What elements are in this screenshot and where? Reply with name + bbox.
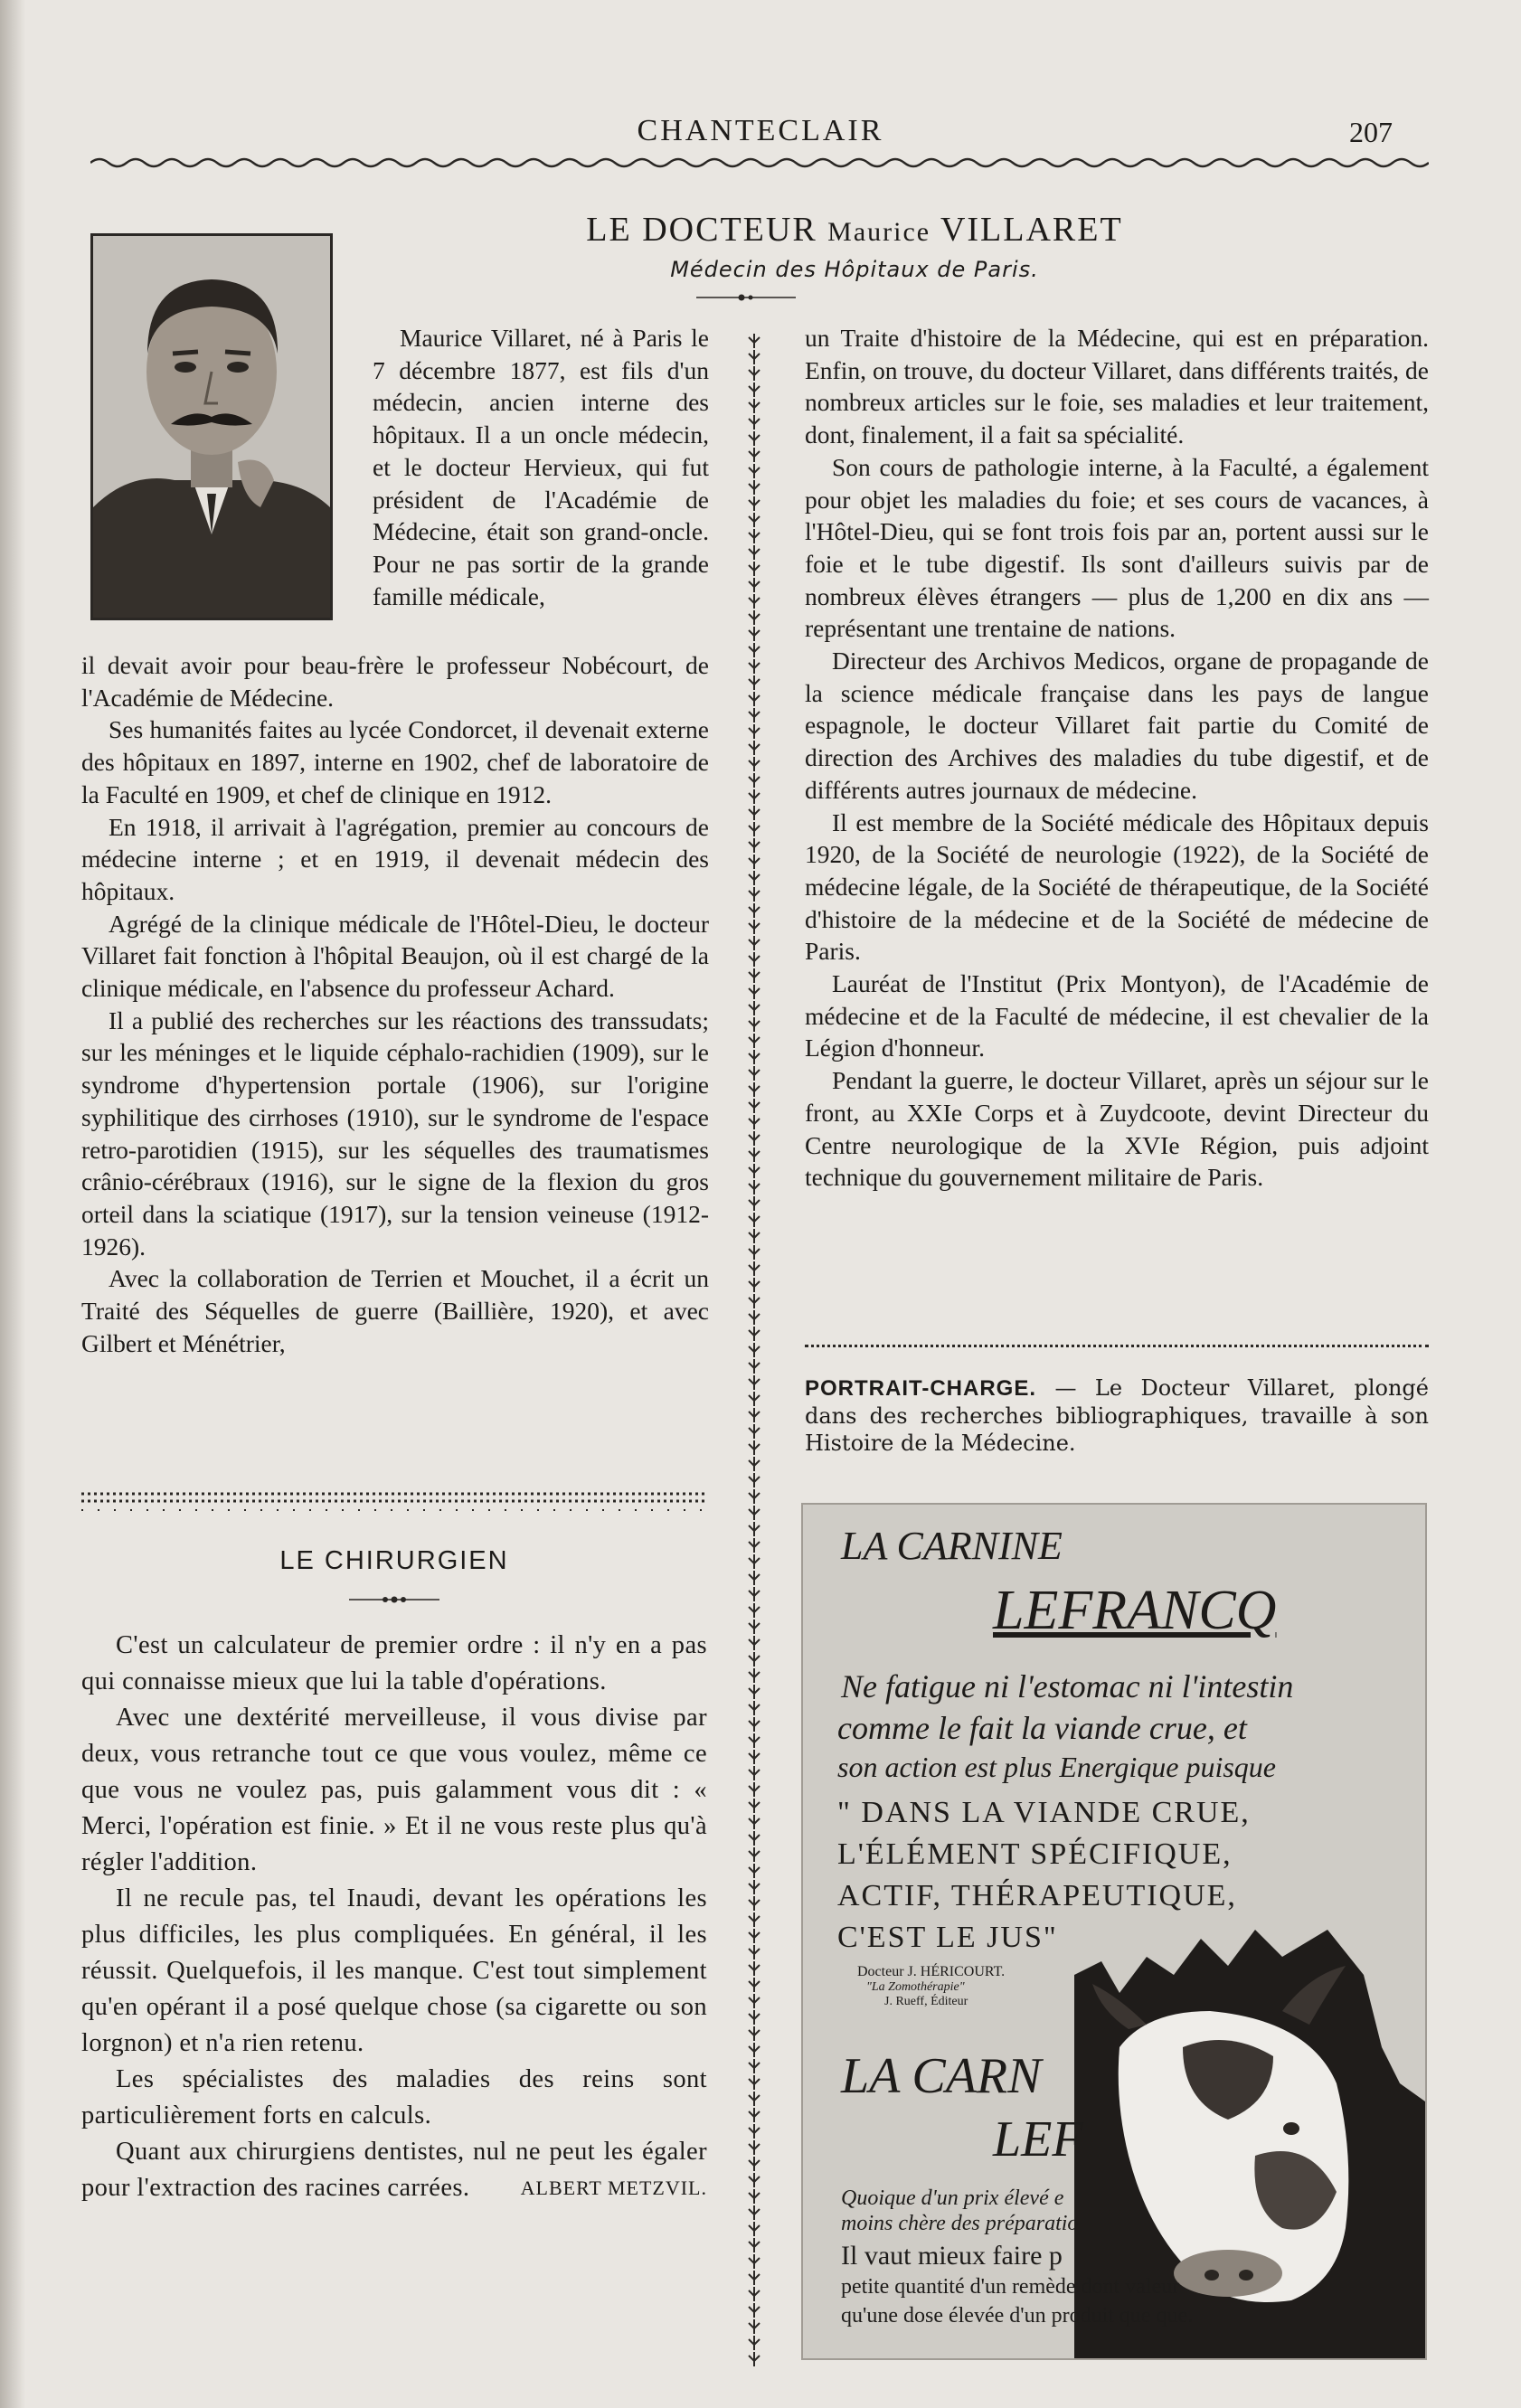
ad-brand-line-2 (993, 1579, 1276, 1643)
article-left-column (81, 649, 709, 1359)
title-last-name: VILLARET (940, 211, 1123, 249)
chirurgien-ornament (349, 1593, 439, 1606)
right-paragraph-3: Directeur des Archivos Medicos, organe de propagande de la science médicale française dans les pays de langue espagnole, le docteur Villaret fait partie du Comité de direction des Archives des maladies du tube digestif, et de différents autres journaux de médecine. (805, 647, 1429, 804)
chirurgien-title: LE CHIRURGIEN (279, 1546, 509, 1575)
left-paragraph-1: il devait avoir pour beau-frère le professeur Nobécourt, de l'Académie de Médecine. (81, 651, 709, 712)
carnine-advertisement (801, 1503, 1427, 2360)
ad-quote-3: ACTIF, THÉRAPEUTIQUE, (837, 1879, 1237, 1912)
portrait-photo (90, 233, 333, 620)
ad-tagline-1: Ne fatigue ni l'estomac ni l'intestin (841, 1668, 1294, 1704)
article-intro-wrapped (373, 322, 709, 612)
right-paragraph-2: Son cours de pathologie interne, à la Faculté, a également pour objet les maladies du foie; et ses cours de vacances, à l'Hôtel-Dieu, qui se font trois fois par an, portent aussi sur le foie et le tube digestif. Ils sont d'ailleurs suivis par de nombreux élèves étrangers — plus de 1,200 en dix ans — représentant une trentaine de nations. (805, 452, 1429, 643)
ad-attribution-1: Docteur J. HÉRICOURT. (857, 1964, 1006, 1979)
caption-separator (805, 1345, 1429, 1347)
ad-brand-line-1 (841, 1523, 1063, 1569)
chir-paragraph-4: Les spécialistes des maladies des reins sont particulièrement forts en calculs. (81, 2065, 707, 2129)
right-paragraph-4: Il est membre de la Société médicale des Hôpitaux depuis 1920, de la Société de neurologie (1922), de la Société de médecine légale, de la Société de thérapeutique, de la Société d'histoire de la médecine et de la Société de médecine de Paris. (805, 807, 1429, 966)
page-number: 207 (1349, 116, 1393, 148)
caption-label: PORTRAIT-CHARGE. (805, 1376, 1036, 1401)
left-paragraph-3: En 1918, il arrivait à l'agrégation, premier au concours de médecine interne ; et en 1919, il devenait médecin des hôpitaux. (81, 812, 709, 905)
intro-paragraph: Maurice Villaret, né à Paris le 7 décembre 1877, est fils d'un médecin, ancien interne des hôpitaux. Il a un oncle médecin, et le docteur Hervieux, qui fut président de l'Académie de Médecine, était son grand-oncle. Pour ne pas sortir de la grande famille médicale, (373, 324, 709, 610)
chir-paragraph-5-text: Quant aux chirurgiens dentistes, nul ne peut les égaler pour l'extraction des racines carrées. (81, 2138, 707, 2202)
ad-footer-2: moins chère des préparatio (841, 2212, 1079, 2235)
ad-footer-4: petite quantité d'un remède dont valeur (841, 2275, 1180, 2299)
ad-footer-3: Il vaut mieux faire p (841, 2241, 1063, 2271)
ad-attribution-3: J. Rueff, Éditeur (884, 1995, 968, 2008)
ad-brand-repeat-2: LEF (993, 2111, 1083, 2167)
article-right-column (805, 322, 1429, 1194)
section-separator (81, 1490, 707, 1517)
subtitle-ornament (696, 291, 796, 304)
caption-text: — Le Docteur Villaret, plongé dans des recherches bibliographiques, travaille à son Histoire de la Médecine. (805, 1375, 1429, 1456)
ad-footer-1: Quoique d'un prix élevé e (841, 2186, 1064, 2210)
title-prefix: LE DOCTEUR (586, 211, 817, 249)
portrait-charge-caption (805, 1374, 1429, 1457)
ad-tagline-2: comme le fait la viande crue, et (837, 1710, 1247, 1746)
ad-quote-2: L'ÉLÉMENT SPÉCIFIQUE, (837, 1837, 1233, 1871)
left-paragraph-5: Il a publié des recherches sur les réactions des transsudats; sur les méninges et le liquide céphalo-rachidien (1909), sur le syndrome d'hypertension portale (1906), sur l'origine syphilitique des cirrhoses (1910), sur le syndrome de l'espace retro-parotidien (1915), sur les séquelles des traumatismes crânio-cérébraux (1916), sur le signe de la flexion du gros orteil dans la sciatique (1917), sur la tension veineuse (1912-1926). (81, 1006, 709, 1261)
ad-tagline-3: son action est plus Energique puisque (837, 1751, 1276, 1783)
title-first-name: Maurice (827, 217, 931, 247)
left-paragraph-4: Agrégé de la clinique médicale de l'Hôtel-Dieu, le docteur Villaret fait fonction à l'hôpital Beaujon, où il est chargé de la clinique médicale, en l'absence du professeur Achard. (81, 909, 709, 1003)
article-subtitle: Médecin des Hôpitaux de Paris. (670, 257, 1039, 282)
right-paragraph-5: Lauréat de l'Institut (Prix Montyon), de l'Académie de médecine et de la Faculté de médecine, il est chevalier de la Légion d'honneur. (805, 969, 1429, 1062)
right-paragraph-1: un Traite d'histoire de la Médecine, qui est en préparation. Enfin, on trouve, du docteur Villaret, dans différents traités, de nombreux articles sur le foie, ses maladies et leur traitement, dont, finalement, il a fait sa spécialité. (805, 324, 1429, 449)
journal-title: CHANTECLAIR (637, 114, 884, 147)
ad-quote-1: " DANS LA VIANDE CRUE, (837, 1796, 1251, 1829)
ad-footer-5: qu'une dose élevée d'un produit que que. (841, 2304, 1194, 2328)
chirurgien-text (81, 1628, 707, 2206)
binding-shadow (0, 0, 25, 2408)
ad-attribution-2: "La Zomothérapie" (866, 1980, 965, 1994)
chir-paragraph-2: Avec une dextérité merveilleuse, il vous divise par deux, vous retranche tout ce que vous voulez, même ce que vous ne voulez pas, puis galamment vous dit : « Merci, l'opération est finie. » Et il ne vous reste plus qu'à régler l'addition. (81, 1704, 707, 1876)
chir-paragraph-3: Il ne recule pas, tel Inaudi, devant les opérations les plus difficiles, les plus compliquées. En général, il les réussit. Quelquefois, il les manque. C'est tout simplement qu'en opérant il a posé quelque chose (sa cigarette ou son lorgnon) et n'a rien retenu. (81, 1884, 707, 2057)
chir-paragraph-5 (81, 2134, 707, 2206)
left-paragraph-2: Ses humanités faites au lycée Condorcet, il devenait externe des hôpitaux en 1897, interne en 1902, chef de laboratoire de la Faculté en 1909, et chef de clinique en 1912. (81, 715, 709, 808)
author-signature: ALBERT METZVIL. (520, 2177, 707, 2199)
right-paragraph-6: Pendant la guerre, le docteur Villaret, après un séjour sur le front, au XXIe Corps et à Zuydcoote, devint Directeur du Centre neurologique de la XVIe Région, puis adjoint technique du gouvernement militaire de Paris. (805, 1066, 1429, 1192)
portrait-figure (93, 236, 330, 618)
left-paragraph-6: Avec la collaboration de Terrien et Mouchet, il a écrit un Traité des Séquelles de guerre (Baillière, 1920), et avec Gilbert et Ménétrier, (81, 1264, 709, 1357)
article-title (398, 210, 1311, 250)
chir-paragraph-1: C'est un calculateur de premier ordre : il n'y en a pas qui connaisse mieux que lui la table d'opérations. (81, 1631, 707, 1695)
ad-brand-repeat-1: LA CARN (841, 2048, 1042, 2104)
ad-brand-1: LA CARNINE (841, 1524, 1063, 1568)
ad-brand-2: LEFRANCQ (993, 1580, 1277, 1641)
header-wavy-rule (90, 152, 1429, 174)
ad-quote-4: C'EST LE JUS" (837, 1921, 1058, 1954)
column-divider (746, 333, 762, 2367)
